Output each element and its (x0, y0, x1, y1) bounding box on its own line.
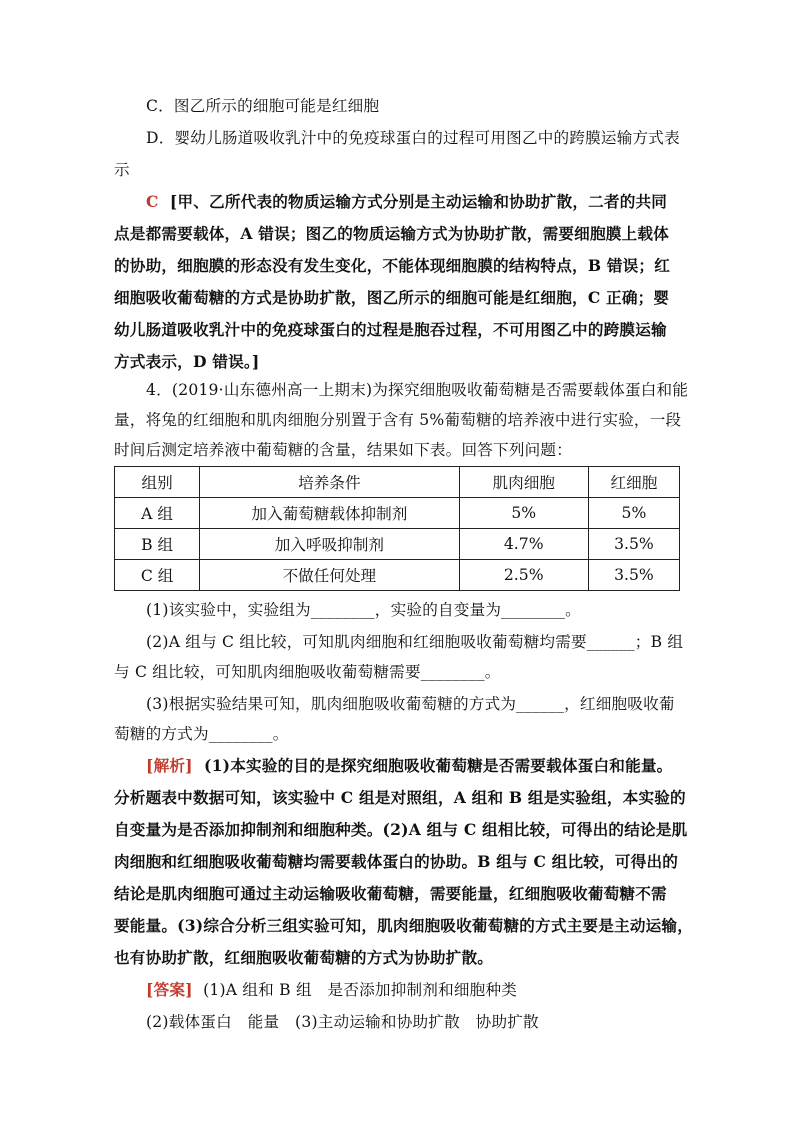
subquestion-2-continued: 与 C 组比较，可知肌肉细胞吸收葡萄糖需要________。 (114, 663, 501, 681)
table-row (115, 560, 680, 591)
table-cell: 5% (588, 498, 679, 529)
subquestion-3-continued: 萄糖的方式为________。 (114, 725, 289, 743)
table-cell: B 组 (115, 529, 200, 560)
subquestion-1: (1)该实验中，实验组为________，实验的自变量为________。 (146, 601, 581, 619)
analysis-line: 自变量为是否添加抑制剂和细胞种类。(2)A 组与 C 组相比较，可得出的结论是肌 (114, 820, 688, 839)
question-4: 4．(2019·山东德州高一上期末)为探究细胞吸收葡萄糖是否需要载体蛋白和能 (146, 381, 689, 399)
answer3-text: [甲、乙所代表的物质运输方式分别是主动运输和协助扩散，二者的共同 (169, 192, 668, 211)
answer-letter: C (146, 192, 159, 211)
table-row (115, 529, 680, 560)
table-cell: C 组 (115, 560, 200, 591)
analysis-line: 结论是肌肉细胞可通过主动运输吸收葡萄糖，需要能量，红细胞吸收葡萄糖不需 (114, 884, 667, 903)
table-row (115, 498, 680, 529)
answer3-line: 点是都需要载体，A 错误；图乙的物质运输方式为协助扩散，需要细胞膜上载体 (114, 224, 669, 243)
table-cell: 5% (459, 498, 588, 529)
option-d-continued: 示 (114, 161, 130, 179)
answer3-line: 幼儿肠道吸收乳汁中的免疫球蛋白的过程是胞吞过程，不可用图乙中的跨膜运输 (114, 320, 667, 339)
table-cell: 2.5% (459, 560, 588, 591)
table-header: 组别 (115, 467, 200, 498)
subquestion-2: (2)A 组与 C 组比较，可知肌肉细胞和红细胞吸收葡萄糖均需要______；B 组 (146, 633, 684, 651)
analysis-text: (1)本实验的目的是探究细胞吸收葡萄糖是否需要载体蛋白和能量。 (204, 756, 673, 775)
table-cell: 加入葡萄糖载体抑制剂 (200, 498, 459, 529)
analysis-line (146, 756, 672, 776)
analysis-line: 要能量。(3)综合分析三组实验可知，肌肉细胞吸收葡萄糖的方式主要是主动运输， (114, 916, 693, 935)
table-cell: 3.5% (588, 560, 679, 591)
answer3-line: 方式表示，D 错误。] (114, 352, 260, 371)
subquestion-3: (3)根据实验结果可知，肌肉细胞吸收葡萄糖的方式为______，红细胞吸收葡 (146, 695, 675, 713)
option-c: C．图乙所示的细胞可能是红细胞 (146, 97, 380, 115)
table-cell: A 组 (115, 498, 200, 529)
answer-line (146, 980, 517, 1000)
table-cell: 4.7% (459, 529, 588, 560)
option-d: D．婴幼儿肠道吸收乳汁中的免疫球蛋白的过程可用图乙中的跨膜运输方式表 (146, 129, 680, 147)
question-4-line: 量，将兔的红细胞和肌肉细胞分别置于含有 5%葡萄糖的培养液中进行实验，一段 (114, 411, 682, 429)
table-cell: 加入呼吸抑制剂 (200, 529, 459, 560)
question-4-line: 时间后测定培养液中葡萄糖的含量，结果如下表。回答下列问题： (114, 441, 573, 459)
analysis-line: 肉细胞和红细胞吸收葡萄糖均需要载体蛋白的协助。B 组与 C 组比较，可得出的 (114, 852, 679, 871)
answer3-line (146, 192, 667, 212)
answer3-line: 细胞吸收葡萄糖的方式是协助扩散，图乙所示的细胞可能是红细胞，C 正确；婴 (114, 288, 670, 307)
results-table (114, 466, 680, 591)
answer-line: (2)载体蛋白 能量 (3)主动运输和协助扩散 协助扩散 (146, 1013, 539, 1031)
table-header: 红细胞 (588, 467, 679, 498)
answer3-line: 的协助，细胞膜的形态没有发生变化，不能体现细胞膜的结构特点，B 错误；红 (114, 256, 670, 275)
table-header: 肌肉细胞 (459, 467, 588, 498)
answer-tag: [答案] (146, 980, 193, 999)
table-header: 培养条件 (200, 467, 459, 498)
analysis-tag: [解析] (146, 756, 193, 775)
analysis-line: 分析题表中数据可知，该实验中 C 组是对照组，A 组和 B 组是实验组，本实验的 (114, 788, 686, 807)
table-cell: 3.5% (588, 529, 679, 560)
analysis-line: 也有协助扩散，红细胞吸收葡萄糖的方式为协助扩散。 (114, 948, 494, 967)
answer-text: (1)A 组和 B 组 是否添加抑制剂和细胞种类 (203, 981, 518, 999)
table-cell: 不做任何处理 (200, 560, 459, 591)
table-header-row (115, 467, 680, 498)
